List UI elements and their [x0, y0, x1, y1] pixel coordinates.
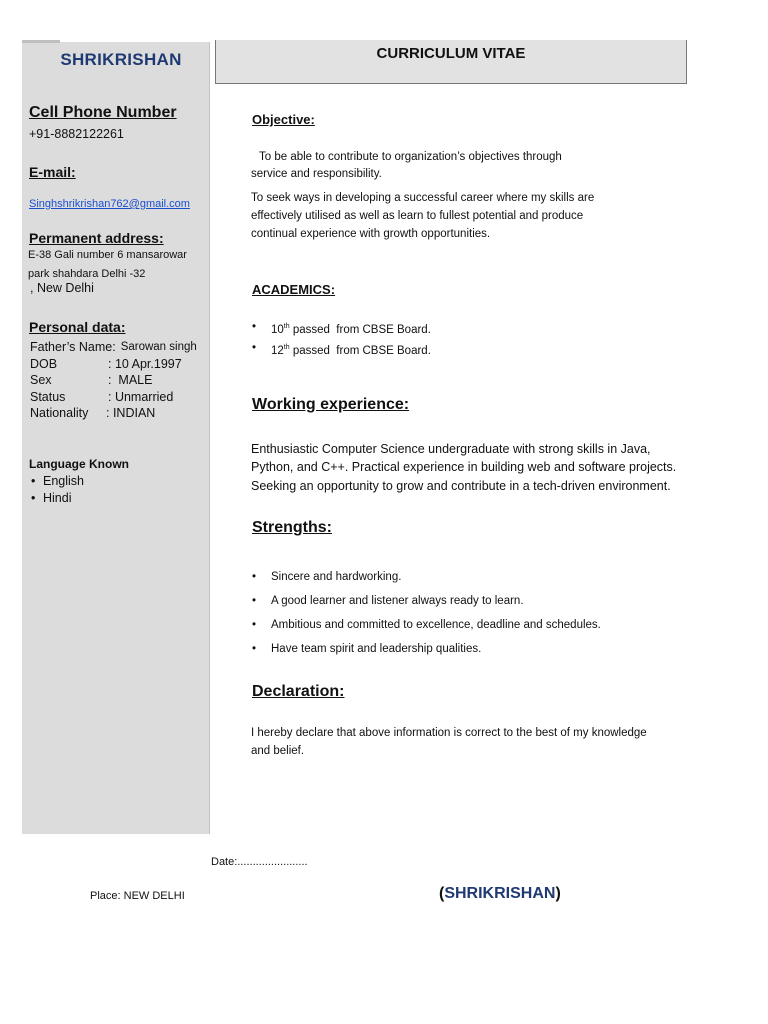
language-item: • Hindi — [29, 490, 84, 507]
strength-item: • Sincere and hardworking. — [251, 565, 601, 589]
phone-heading: Cell Phone Number — [29, 104, 177, 121]
candidate-name: SHRIKRISHAN — [60, 50, 182, 69]
language-list — [29, 473, 84, 506]
date-line: Date:....................... — [211, 856, 308, 868]
experience-line: Enthusiastic Computer Science undergraduate with strong skills in Java, — [251, 442, 651, 456]
strengths-heading: Strengths: — [252, 519, 332, 536]
personal-label: DOB — [30, 356, 58, 371]
email-link[interactable]: Singhshrikrishan762@gmail.com — [29, 198, 190, 210]
personal-data-list — [30, 339, 210, 422]
personal-value: Sarowan singh — [120, 341, 197, 353]
personal-label: Father’s Name: — [30, 340, 116, 354]
personal-value: : Unmarried — [108, 389, 174, 404]
phone-number: +91-8882122261 — [29, 127, 124, 141]
address-line-3: , New Delhi — [30, 281, 94, 295]
academics-item: • 10th passed from CBSE Board. — [251, 318, 431, 339]
personal-value: : 10 Apr.1997 — [108, 356, 182, 371]
signature-name: SHRIKRISHAN — [444, 885, 556, 902]
signature: (SHRIKRISHAN) — [439, 885, 561, 902]
objective-line: effectively utilised as well as learn to fullest potential and produce — [251, 210, 584, 222]
sidebar-panel — [22, 42, 210, 834]
place-line: Place: NEW DELHI — [90, 890, 185, 902]
address-line-2: park shahdara Delhi -32 — [28, 268, 146, 280]
declaration-heading: Declaration: — [252, 683, 345, 700]
document-title: CURRICULUM VITAE — [376, 45, 526, 62]
strengths-list — [251, 565, 601, 661]
personal-row-father — [30, 339, 210, 356]
declaration-line: and belief. — [251, 745, 305, 757]
objective-line: To seek ways in developing a successful career where my skills are — [251, 192, 595, 204]
personal-label: Status — [30, 389, 66, 404]
objective-line: continual experience with growth opportunities. — [251, 228, 491, 240]
address-heading: Permanent address: — [29, 230, 164, 246]
objective-line: To be able to contribute to organization’s objectives through — [259, 151, 562, 163]
personal-value: : INDIAN — [106, 406, 156, 420]
strength-item: • Ambitious and committed to excellence, deadline and schedules. — [251, 613, 601, 637]
experience-heading: Working experience: — [252, 396, 410, 413]
personal-row-sex — [30, 372, 210, 389]
academics-heading: ACADEMICS: — [252, 282, 336, 297]
personal-label: Nationality — [30, 406, 89, 420]
strength-item: • Have team spirit and leadership qualities. — [251, 637, 601, 661]
personal-label: Sex — [30, 373, 52, 387]
personal-data-heading: Personal data: — [29, 319, 126, 335]
personal-value: : MALE — [108, 373, 153, 387]
language-heading: Language Known — [29, 457, 129, 471]
personal-row-dob — [30, 356, 210, 373]
language-item: • English — [29, 473, 84, 490]
objective-heading: Objective: — [252, 112, 315, 127]
email-heading: E-mail: — [29, 164, 76, 180]
experience-line: Seeking an opportunity to grow and contribute in a tech-driven environment. — [251, 479, 671, 493]
sidebar-top-accent — [22, 40, 60, 43]
experience-line: Python, and C++. Practical experience in building web and software projects. — [251, 460, 677, 474]
objective-line: service and responsibility. — [251, 168, 382, 180]
academics-item: • 12th passed from CBSE Board. — [251, 339, 431, 360]
address-line-1: E-38 Gali number 6 mansarowar — [28, 249, 187, 261]
personal-row-nationality — [30, 405, 210, 422]
strength-item: • A good learner and listener always ready to learn. — [251, 589, 601, 613]
academics-list — [251, 318, 431, 360]
declaration-line: I hereby declare that above information is correct to the best of my knowledge — [251, 727, 647, 739]
personal-row-status — [30, 389, 210, 406]
